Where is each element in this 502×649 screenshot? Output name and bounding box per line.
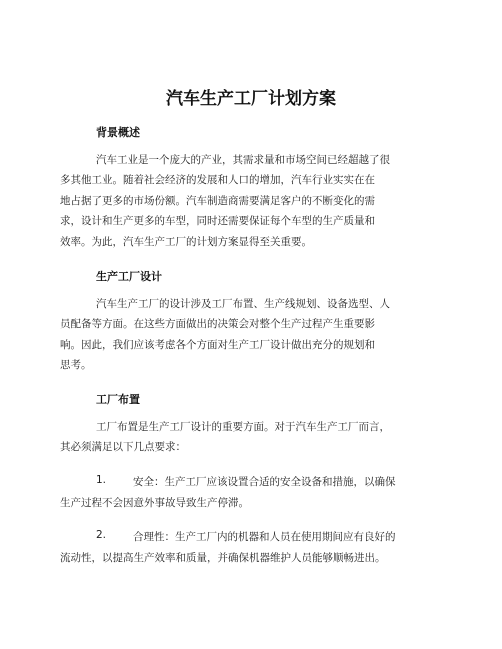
list-item-line: 合理性：生产工厂内的机器和人员在使用期间应有良好的 — [133, 531, 396, 543]
section-heading-factory-design: 生产工厂设计 — [96, 270, 162, 283]
paragraph-line: 求，设计和生产更多的车型，同时还需要保证每个车型的生产质量和 — [60, 215, 375, 227]
paragraph-line: 工厂布置是生产工厂设计的重要方面。对于汽车生产工厂而言， — [96, 421, 390, 433]
list-item-line: 流动性，以提高生产效率和质量，并确保机器维护人员能够顺畅进出。 — [60, 552, 386, 564]
paragraph-line: 响。因此，我们应该考虑各个方面对生产工厂设计做出充分的规划和 — [60, 339, 375, 351]
paragraph-line: 员配备等方面。在这些方面做出的决策会对整个生产过程产生重要影 — [60, 318, 375, 330]
section-heading-factory-layout: 工厂布置 — [96, 393, 140, 406]
paragraph-line: 汽车生产工厂的设计涉及工厂布置、生产线规划、设备选型、人 — [96, 298, 390, 310]
paragraph-line: 地占据了更多的市场份额。汽车制造商需要满足客户的不断变化的需 — [60, 195, 375, 207]
paragraph-line: 多其他工业。随着社会经济的发展和人口的增加，汽车行业实实在在 — [60, 174, 375, 186]
paragraph-line: 其必须满足以下几点要求： — [60, 441, 186, 453]
document-title: 汽车生产工厂计划方案 — [166, 89, 336, 109]
section-heading-background: 背景概述 — [96, 126, 140, 139]
paragraph-line: 效率。为此，汽车生产工厂的计划方案显得至关重要。 — [60, 236, 312, 248]
list-item-line: 生产过程不会因意外事故导致生产停滞。 — [60, 497, 249, 509]
list-item-number: 2. — [96, 529, 107, 541]
list-item-number: 1. — [96, 474, 107, 486]
paragraph-line: 思考。 — [60, 359, 92, 371]
paragraph-line: 汽车工业是一个庞大的产业，其需求量和市场空间已经超越了很 — [96, 154, 390, 166]
list-item-line: 安全：生产工厂应该设置合适的安全设备和措施，以确保 — [133, 476, 396, 488]
